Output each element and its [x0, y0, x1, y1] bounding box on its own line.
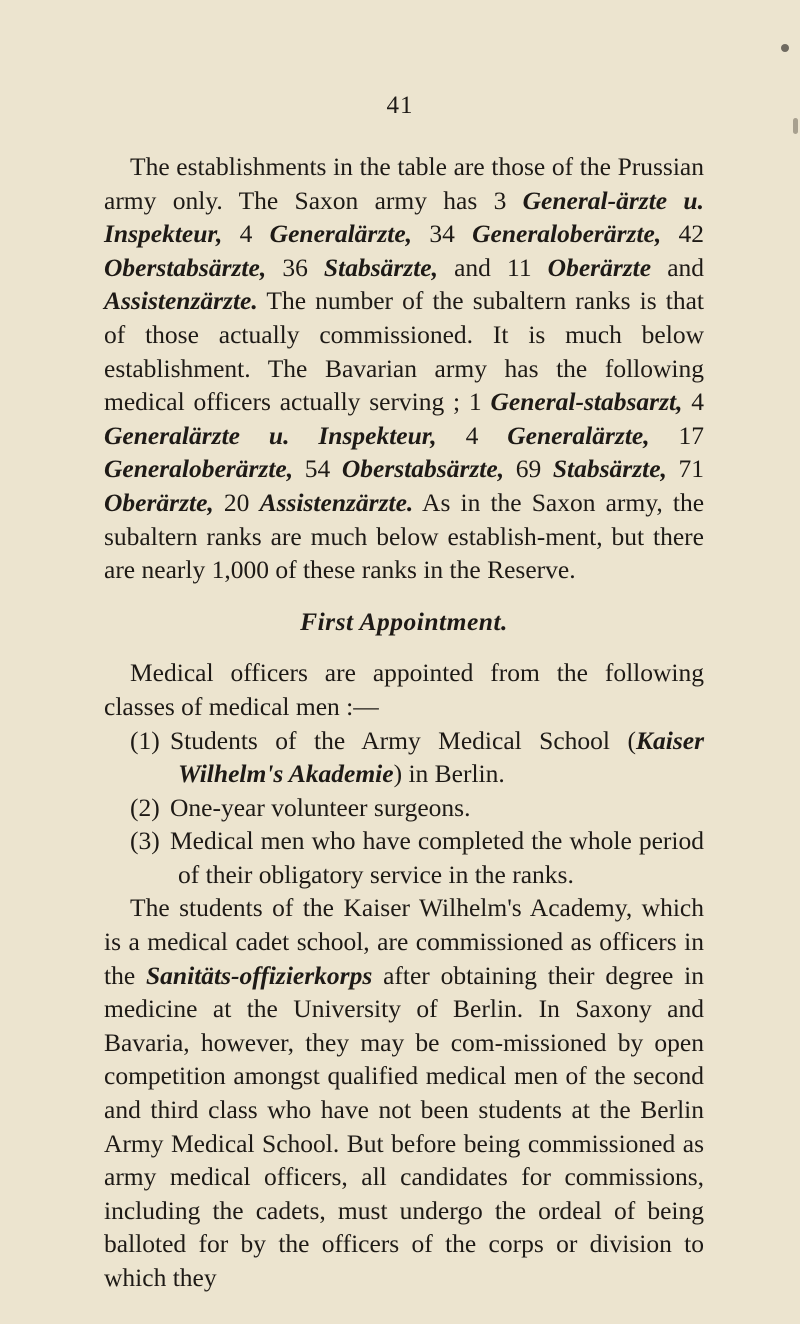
body-text — [104, 150, 704, 1295]
list-item: (1) Students of the Army Medical School (Kaiser Wilhelm's Akademie) in Berlin. — [130, 725, 704, 789]
paragraph-classes: Medical officers are appointed from the following classes of medical men :— — [104, 658, 704, 721]
page-number: 41 — [386, 92, 414, 119]
page-speck — [781, 44, 789, 52]
list-item: (3) Medical men who have completed the whole period of their obligatory service in the ranks. — [130, 826, 704, 889]
list-number: (1) — [130, 725, 160, 755]
list-item: (2) One-year volunteer surgeons. — [130, 791, 704, 825]
page-speck — [793, 118, 798, 134]
section-heading: First Appointment. — [300, 606, 508, 636]
list-number: (2) — [130, 792, 160, 822]
appointment-classes-list — [104, 724, 704, 892]
paragraph-establishments: The establishments in the table are those of the Prussian army only. The Saxon army has 3 General-ärzte u. Inspekteur, 4 Generalärzte, 34 Generaloberärzte, 42 Oberstabsärzte, 36 Stabsärzte, and 11 Oberärzte and Assistenzärzte. The number of the subaltern ranks is that of those actually commissioned. It is much below establishment. The Bavarian army has the following medical officers actually serving ; 1 General-stabsarzt, 4 Generalärzte u. Inspekteur, 4 Generalärzte, 17 Generaloberärzte, 54 Oberstabsärzte, 69 Stabsärzte, 71 Oberärzte, 20 Assistenzärzte. As in the Saxon army, the subaltern ranks are much below establish-ment, but there are nearly 1,000 of these ranks in the Reserve. — [104, 152, 705, 585]
list-number: (3) — [130, 826, 160, 856]
paragraph-academy: The students of the Kaiser Wilhelm's Academy, which is a medical cadet school, are commissioned as officers in the Sanitäts-offizierkorps after obtaining their degree in medicine at the University of Berlin. In Saxony and Bavaria, however, they may be com-missioned by open competition amongst qualified medical men of the second and third class who have not been students at the Berlin Army Medical School. But before being commissioned as army medical officers, all candidates for commissions, including the cadets, must undergo the ordeal of being balloted for by the officers of the corps or division to which they — [104, 893, 704, 1292]
